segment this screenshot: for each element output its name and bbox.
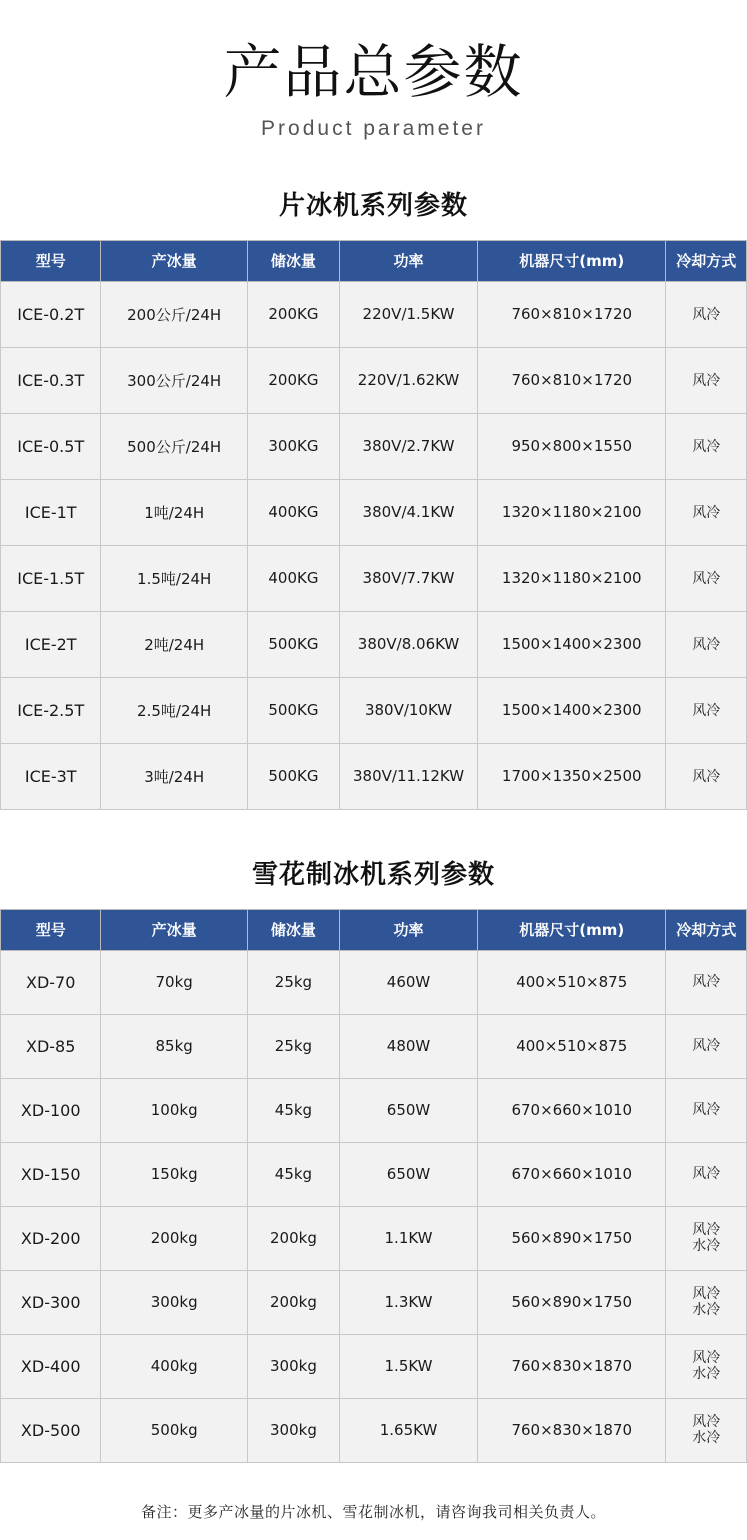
cell-ice-output: 100kg: [101, 1078, 247, 1142]
table-header-row: [1, 909, 747, 950]
cell-ice-storage: 200KG: [247, 347, 339, 413]
column-header-ice-output: 产冰量: [101, 909, 247, 950]
cell-model: ICE-1T: [1, 479, 101, 545]
table-row: [1, 611, 747, 677]
table-row: [1, 347, 747, 413]
cell-dimensions: 400×510×875: [478, 1014, 666, 1078]
cell-ice-output: 1.5吨/24H: [101, 545, 247, 611]
cell-cooling: 风冷: [666, 479, 747, 545]
cell-ice-output: 200kg: [101, 1206, 247, 1270]
cell-dimensions: 670×660×1010: [478, 1078, 666, 1142]
cell-ice-storage: 400KG: [247, 545, 339, 611]
column-header-dimensions: 机器尺寸(mm): [478, 909, 666, 950]
cell-model: XD-500: [1, 1398, 101, 1462]
column-header-ice-storage: 储冰量: [247, 909, 339, 950]
cell-ice-output: 500kg: [101, 1398, 247, 1462]
cell-dimensions: 950×800×1550: [478, 413, 666, 479]
cell-ice-output: 200公斤/24H: [101, 281, 247, 347]
cell-ice-storage: 25kg: [247, 950, 339, 1014]
cell-power: 650W: [339, 1142, 477, 1206]
cell-power: 1.3KW: [339, 1270, 477, 1334]
table-row: [1, 545, 747, 611]
cell-dimensions: 760×830×1870: [478, 1398, 666, 1462]
cell-cooling: 风冷 水冷: [666, 1270, 747, 1334]
cell-ice-output: 3吨/24H: [101, 743, 247, 809]
cell-dimensions: 1500×1400×2300: [478, 611, 666, 677]
page-subtitle: Product parameter: [261, 116, 486, 140]
cell-power: 220V/1.62KW: [339, 347, 477, 413]
table-row: [1, 1014, 747, 1078]
page-title: 产品总参数: [223, 38, 524, 106]
column-header-dimensions: 机器尺寸(mm): [478, 240, 666, 281]
snow-ice-table-body: [1, 950, 747, 1462]
cell-dimensions: 670×660×1010: [478, 1142, 666, 1206]
cell-ice-storage: 500KG: [247, 677, 339, 743]
cell-cooling: 风冷 水冷: [666, 1398, 747, 1462]
flake-ice-table-body: [1, 281, 747, 809]
cell-ice-storage: 500KG: [247, 743, 339, 809]
cell-model: ICE-2.5T: [1, 677, 101, 743]
cell-power: 1.65KW: [339, 1398, 477, 1462]
cell-cooling: 风冷: [666, 743, 747, 809]
cell-dimensions: 1500×1400×2300: [478, 677, 666, 743]
cell-ice-storage: 400KG: [247, 479, 339, 545]
cell-ice-output: 85kg: [101, 1014, 247, 1078]
cell-power: 1.1KW: [339, 1206, 477, 1270]
cell-power: 480W: [339, 1014, 477, 1078]
table-row: [1, 677, 747, 743]
cell-ice-storage: 45kg: [247, 1142, 339, 1206]
cell-ice-output: 2.5吨/24H: [101, 677, 247, 743]
cell-ice-storage: 200kg: [247, 1270, 339, 1334]
cell-model: ICE-0.3T: [1, 347, 101, 413]
cell-model: XD-200: [1, 1206, 101, 1270]
cell-ice-output: 150kg: [101, 1142, 247, 1206]
table-row: [1, 413, 747, 479]
cell-power: 380V/8.06KW: [339, 611, 477, 677]
cell-power: 380V/7.7KW: [339, 545, 477, 611]
cell-ice-storage: 200kg: [247, 1206, 339, 1270]
table-row: [1, 1142, 747, 1206]
cell-ice-storage: 500KG: [247, 611, 339, 677]
cell-model: ICE-0.2T: [1, 281, 101, 347]
column-header-model: 型号: [1, 909, 101, 950]
cell-ice-storage: 45kg: [247, 1078, 339, 1142]
cell-cooling: 风冷: [666, 347, 747, 413]
table-row: [1, 1398, 747, 1462]
cell-cooling: 风冷: [666, 677, 747, 743]
section-title-flake-ice: 片冰机系列参数: [278, 190, 468, 221]
cell-power: 380V/4.1KW: [339, 479, 477, 545]
cell-model: ICE-1.5T: [1, 545, 101, 611]
cell-power: 650W: [339, 1078, 477, 1142]
cell-power: 220V/1.5KW: [339, 281, 477, 347]
table-row: [1, 1334, 747, 1398]
cell-ice-storage: 300kg: [247, 1334, 339, 1398]
table-row: [1, 479, 747, 545]
column-header-ice-storage: 储冰量: [247, 240, 339, 281]
cell-ice-output: 1吨/24H: [101, 479, 247, 545]
cell-model: XD-300: [1, 1270, 101, 1334]
cell-ice-storage: 300kg: [247, 1398, 339, 1462]
cell-dimensions: 560×890×1750: [478, 1270, 666, 1334]
cell-model: ICE-0.5T: [1, 413, 101, 479]
cell-ice-output: 300kg: [101, 1270, 247, 1334]
table-row: [1, 1206, 747, 1270]
column-header-cooling: 冷却方式: [666, 909, 747, 950]
cell-cooling: 风冷: [666, 1078, 747, 1142]
column-header-ice-output: 产冰量: [101, 240, 247, 281]
table-row: [1, 281, 747, 347]
footer-note: 备注：更多产冰量的片冰机、雪花制冰机，请咨询我司相关负责人。: [140, 1502, 606, 1521]
section-title-snow-ice: 雪花制冰机系列参数: [251, 859, 495, 890]
cell-cooling: 风冷: [666, 611, 747, 677]
cell-model: XD-400: [1, 1334, 101, 1398]
cell-dimensions: 1320×1180×2100: [478, 479, 666, 545]
cell-cooling: 风冷: [666, 1014, 747, 1078]
cell-cooling: 风冷: [666, 281, 747, 347]
cell-model: XD-85: [1, 1014, 101, 1078]
cell-power: 460W: [339, 950, 477, 1014]
cell-model: XD-100: [1, 1078, 101, 1142]
cell-cooling: 风冷: [666, 950, 747, 1014]
cell-ice-storage: 25kg: [247, 1014, 339, 1078]
cell-power: 380V/2.7KW: [339, 413, 477, 479]
cell-power: 380V/11.12KW: [339, 743, 477, 809]
flake-ice-parameter-table: [0, 240, 747, 810]
column-header-cooling: 冷却方式: [666, 240, 747, 281]
cell-dimensions: 760×810×1720: [478, 347, 666, 413]
cell-ice-output: 2吨/24H: [101, 611, 247, 677]
cell-ice-output: 500公斤/24H: [101, 413, 247, 479]
table-row: [1, 1078, 747, 1142]
cell-dimensions: 560×890×1750: [478, 1206, 666, 1270]
cell-ice-storage: 300KG: [247, 413, 339, 479]
cell-ice-output: 300公斤/24H: [101, 347, 247, 413]
table-row: [1, 950, 747, 1014]
table-row: [1, 743, 747, 809]
cell-cooling: 风冷 水冷: [666, 1334, 747, 1398]
cell-power: 1.5KW: [339, 1334, 477, 1398]
cell-dimensions: 1700×1350×2500: [478, 743, 666, 809]
cell-dimensions: 760×810×1720: [478, 281, 666, 347]
cell-cooling: 风冷: [666, 545, 747, 611]
table-row: [1, 1270, 747, 1334]
cell-dimensions: 760×830×1870: [478, 1334, 666, 1398]
cell-model: XD-150: [1, 1142, 101, 1206]
cell-dimensions: 1320×1180×2100: [478, 545, 666, 611]
cell-cooling: 风冷: [666, 413, 747, 479]
column-header-power: 功率: [339, 240, 477, 281]
table-header-row: [1, 240, 747, 281]
column-header-power: 功率: [339, 909, 477, 950]
cell-ice-output: 400kg: [101, 1334, 247, 1398]
column-header-model: 型号: [1, 240, 101, 281]
cell-cooling: 风冷: [666, 1142, 747, 1206]
cell-model: ICE-2T: [1, 611, 101, 677]
cell-ice-storage: 200KG: [247, 281, 339, 347]
snow-ice-parameter-table: [0, 909, 747, 1463]
cell-cooling: 风冷 水冷: [666, 1206, 747, 1270]
cell-model: XD-70: [1, 950, 101, 1014]
cell-ice-output: 70kg: [101, 950, 247, 1014]
cell-dimensions: 400×510×875: [478, 950, 666, 1014]
cell-power: 380V/10KW: [339, 677, 477, 743]
cell-model: ICE-3T: [1, 743, 101, 809]
